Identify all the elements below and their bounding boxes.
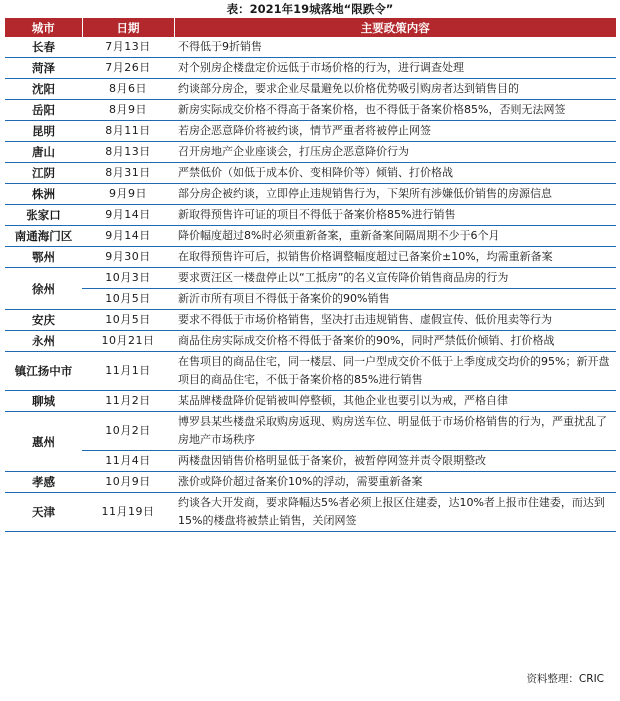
header-content: 主要政策内容 bbox=[174, 18, 616, 37]
date-cell: 8月6日 bbox=[82, 79, 174, 100]
table-row bbox=[5, 121, 616, 142]
city-cell: 天津 bbox=[5, 493, 82, 532]
table-row bbox=[5, 472, 616, 493]
table-row bbox=[5, 352, 616, 391]
city-cell: 孝感 bbox=[5, 472, 82, 493]
content-cell: 部分房企被约谈，立即停止违规销售行为，下架所有涉嫌低价销售的房源信息 bbox=[174, 184, 616, 205]
table-title: 表：2021年19城落地“限跌令” bbox=[226, 2, 394, 16]
table-row bbox=[5, 37, 616, 58]
table-row bbox=[5, 163, 616, 184]
city-cell: 岳阳 bbox=[5, 100, 82, 121]
table-row bbox=[5, 184, 616, 205]
city-cell: 惠州 bbox=[5, 412, 82, 472]
table-header-row bbox=[5, 18, 616, 37]
table-row bbox=[5, 226, 616, 247]
source-note: 资料整理：CRIC bbox=[526, 673, 604, 685]
city-cell: 株洲 bbox=[5, 184, 82, 205]
city-cell: 永州 bbox=[5, 331, 82, 352]
date-cell: 10月3日 bbox=[82, 268, 174, 289]
date-cell: 10月21日 bbox=[82, 331, 174, 352]
date-cell: 10月5日 bbox=[82, 310, 174, 331]
content-cell: 博罗县某些楼盘采取购房返现、购房送车位、明显低于市场价格销售的行为，严重扰乱了房地产市场秩序 bbox=[174, 412, 616, 451]
table-row bbox=[5, 79, 616, 100]
content-cell: 若房企恶意降价将被约谈，情节严重者将被停止网签 bbox=[174, 121, 616, 142]
date-cell: 10月5日 bbox=[82, 289, 174, 310]
city-cell: 鄂州 bbox=[5, 247, 82, 268]
city-cell: 菏泽 bbox=[5, 58, 82, 79]
city-cell: 聊城 bbox=[5, 391, 82, 412]
date-cell: 10月9日 bbox=[82, 472, 174, 493]
date-cell: 8月31日 bbox=[82, 163, 174, 184]
table-row bbox=[5, 58, 616, 79]
content-cell: 要求贾汪区一楼盘停止以“工抵房”的名义宣传降价销售商品房的行为 bbox=[174, 268, 616, 289]
city-cell: 安庆 bbox=[5, 310, 82, 331]
date-cell: 11月19日 bbox=[82, 493, 174, 532]
table-row bbox=[5, 451, 616, 472]
date-cell: 7月26日 bbox=[82, 58, 174, 79]
date-cell: 7月13日 bbox=[82, 37, 174, 58]
content-cell: 约谈各大开发商，要求降幅达5%者必须上报区住建委，达10%者上报市住建委，而达到15%的楼盘将被禁止销售，关闭网签 bbox=[174, 493, 616, 532]
table-row bbox=[5, 391, 616, 412]
city-cell: 江阴 bbox=[5, 163, 82, 184]
content-cell: 不得低于9折销售 bbox=[174, 37, 616, 58]
content-cell: 新沂市所有项目不得低于备案价的90%销售 bbox=[174, 289, 616, 310]
header-city: 城市 bbox=[5, 18, 82, 37]
table-row bbox=[5, 310, 616, 331]
table-row bbox=[5, 331, 616, 352]
header-date: 日期 bbox=[82, 18, 174, 37]
date-cell: 10月2日 bbox=[82, 412, 174, 451]
date-cell: 9月14日 bbox=[82, 205, 174, 226]
content-cell: 要求不得低于市场价格销售，坚决打击违规销售、虚假宣传、低价甩卖等行为 bbox=[174, 310, 616, 331]
content-cell: 严禁低价（如低于成本价、变相降价等）倾销、打价格战 bbox=[174, 163, 616, 184]
table-row bbox=[5, 412, 616, 451]
table-row bbox=[5, 289, 616, 310]
content-cell: 约谈部分房企，要求企业尽量避免以价格优势吸引购房者达到销售目的 bbox=[174, 79, 616, 100]
content-cell: 对个别房企楼盘定价远低于市场价格的行为，进行调查处理 bbox=[174, 58, 616, 79]
table-row bbox=[5, 247, 616, 268]
date-cell: 8月13日 bbox=[82, 142, 174, 163]
city-cell: 南通海门区 bbox=[5, 226, 82, 247]
content-cell: 降价幅度超过8%时必须重新备案，重新备案间隔周期不少于6个月 bbox=[174, 226, 616, 247]
table-row bbox=[5, 142, 616, 163]
date-cell: 9月14日 bbox=[82, 226, 174, 247]
city-cell: 唐山 bbox=[5, 142, 82, 163]
date-cell: 9月9日 bbox=[82, 184, 174, 205]
content-cell: 新房实际成交价格不得高于备案价格，也不得低于备案价格85%，否则无法网签 bbox=[174, 100, 616, 121]
table-row bbox=[5, 205, 616, 226]
policy-table bbox=[5, 18, 616, 532]
city-cell: 昆明 bbox=[5, 121, 82, 142]
content-cell: 涨价或降价超过备案价10%的浮动，需要重新备案 bbox=[174, 472, 616, 493]
city-cell: 徐州 bbox=[5, 268, 82, 310]
date-cell: 11月4日 bbox=[82, 451, 174, 472]
date-cell: 8月11日 bbox=[82, 121, 174, 142]
city-cell: 镇江扬中市 bbox=[5, 352, 82, 391]
content-cell: 商品住房实际成交价格不得低于备案价的90%，同时严禁低价倾销、打价格战 bbox=[174, 331, 616, 352]
content-cell: 某品牌楼盘降价促销被叫停整顿，其他企业也要引以为戒，严格自律 bbox=[174, 391, 616, 412]
date-cell: 9月30日 bbox=[82, 247, 174, 268]
city-cell: 张家口 bbox=[5, 205, 82, 226]
content-cell: 新取得预售许可证的项目不得低于备案价格85%进行销售 bbox=[174, 205, 616, 226]
city-cell: 沈阳 bbox=[5, 79, 82, 100]
content-cell: 在售项目的商品住宅，同一楼层、同一户型成交价不低于上季度成交均价的95%；新开盘项目的商品住宅，不低于备案价格的85%进行销售 bbox=[174, 352, 616, 391]
content-cell: 两楼盘因销售价格明显低于备案价，被暂停网签并责令限期整改 bbox=[174, 451, 616, 472]
date-cell: 11月1日 bbox=[82, 352, 174, 391]
table-row bbox=[5, 268, 616, 289]
content-cell: 在取得预售许可后，拟销售价格调整幅度超过已备案价±10%，均需重新备案 bbox=[174, 247, 616, 268]
table-row bbox=[5, 493, 616, 532]
city-cell: 长春 bbox=[5, 37, 82, 58]
date-cell: 8月9日 bbox=[82, 100, 174, 121]
table-row bbox=[5, 100, 616, 121]
content-cell: 召开房地产企业座谈会，打压房企恶意降价行为 bbox=[174, 142, 616, 163]
date-cell: 11月2日 bbox=[82, 391, 174, 412]
